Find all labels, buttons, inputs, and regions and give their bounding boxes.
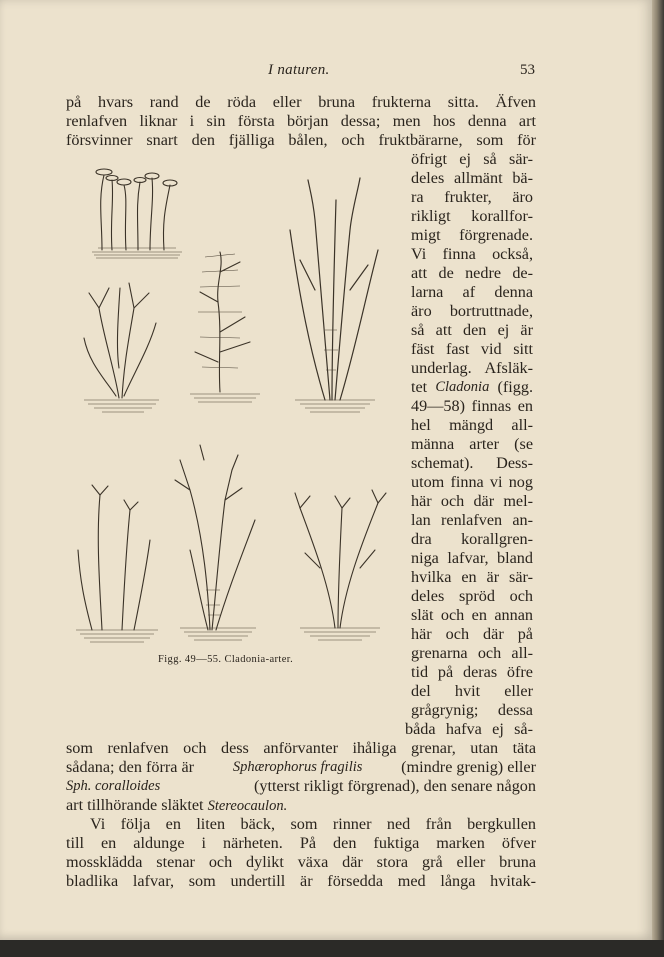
text-line: som renlafven och dess anförvanter ihåliga grenar, utan täta [66, 739, 536, 757]
text-line [66, 776, 536, 796]
text-line: rikligt korallfor- [411, 207, 533, 225]
text-line: mossklädda stenar och dylikt växa där stora grå eller bruna [66, 853, 536, 871]
forked-lichen-illustration [72, 480, 162, 645]
text-line: utom finna vi nog [411, 473, 533, 491]
page-number: 53 [520, 62, 535, 78]
scaly-lichen-illustration [180, 242, 270, 412]
text-fragment: (mindre grenig) eller [401, 758, 536, 776]
text-line: så att den ej är [411, 321, 533, 339]
text-line: deles allmänt bä- [411, 169, 533, 187]
text-line [411, 377, 533, 397]
text-line: 49—58) finnas en [411, 397, 533, 415]
genus-name: Cladonia [435, 379, 490, 395]
branched-lichen-illustration [74, 268, 169, 418]
spiny-lichen-illustration [170, 440, 265, 645]
text-line: underlag. Afsläk- [411, 359, 533, 377]
text-line: männa arter (se [411, 435, 533, 453]
running-header: I naturen. [268, 62, 330, 78]
text-line: renlafven liknar i sin första början dessa; men hos denna art [66, 112, 536, 130]
species-name: Sph. coralloides [66, 778, 161, 794]
text-line: dra korallgren- [411, 530, 533, 548]
species-name: Sphærophorus fragilis [232, 759, 363, 775]
text-line: hel mängd all- [411, 416, 533, 434]
text-line: äro bortruttnade, [411, 302, 533, 320]
text-line: hvilka en är sär- [411, 568, 533, 586]
text-line: bladlika lafvar, som undertill är försedda med långa hvitak- [66, 872, 536, 890]
text-line: här och där på [411, 625, 533, 643]
text-line: deles spröd och [411, 587, 533, 605]
text-line: niga lafvar, bland [411, 549, 533, 567]
text-line: försvinner snart den fjälliga bålen, och fruktbärarne, som för [66, 131, 536, 149]
text-line [66, 757, 536, 777]
text-line: fäst fast vid sitt [411, 340, 533, 358]
text-fragment: (figg. [497, 378, 533, 396]
book-edge [652, 0, 664, 957]
text-line: del hvit eller [411, 682, 533, 700]
cup-lichen-illustration [90, 160, 185, 260]
text-line: slät och en annan [411, 606, 533, 624]
text-line: till en aldunge i närheten. På den fuktiga marken öfver [66, 834, 536, 852]
genus-name: Stereocaulon. [207, 798, 288, 814]
text-line: här och där mel- [411, 492, 533, 510]
text-line: Vi följa en liten bäck, som rinner ned från bergkullen [90, 815, 536, 833]
text-line [66, 795, 536, 816]
tall-lichen-illustration [280, 170, 390, 420]
text-line: att de nedre de- [411, 264, 533, 282]
text-line: öfrigt ej så sär- [411, 150, 533, 168]
text-fragment: sådana; den förra är [66, 758, 195, 776]
text-line: schemat). Dess- [411, 454, 533, 472]
text-line: migt förgrenade. [411, 226, 533, 244]
text-line: larna af denna [411, 283, 533, 301]
text-line: på hvars rand de röda eller bruna frukterna sitta. Äfven [66, 93, 536, 111]
text-fragment: art tillhörande släktet [66, 796, 204, 814]
text-line: båda hafva ej så- [405, 720, 533, 738]
text-fragment: (ytterst rikligt förgrenad), den senare någon [254, 777, 536, 795]
text-fragment: tet [411, 378, 428, 396]
coral-lichen-illustration [290, 478, 390, 643]
figure-caption: Figg. 49—55. Cladonia-arter. [158, 654, 294, 665]
text-line: grågrynig; dessa [411, 701, 533, 719]
scan-background [0, 940, 664, 957]
text-line: Vi finna också, [411, 245, 533, 263]
text-line: ra frukter, äro [411, 188, 533, 206]
text-line: grenarna och all- [411, 644, 533, 662]
text-line: lan renlafven an- [411, 511, 533, 529]
text-line: tid på deras öfre [411, 663, 533, 681]
